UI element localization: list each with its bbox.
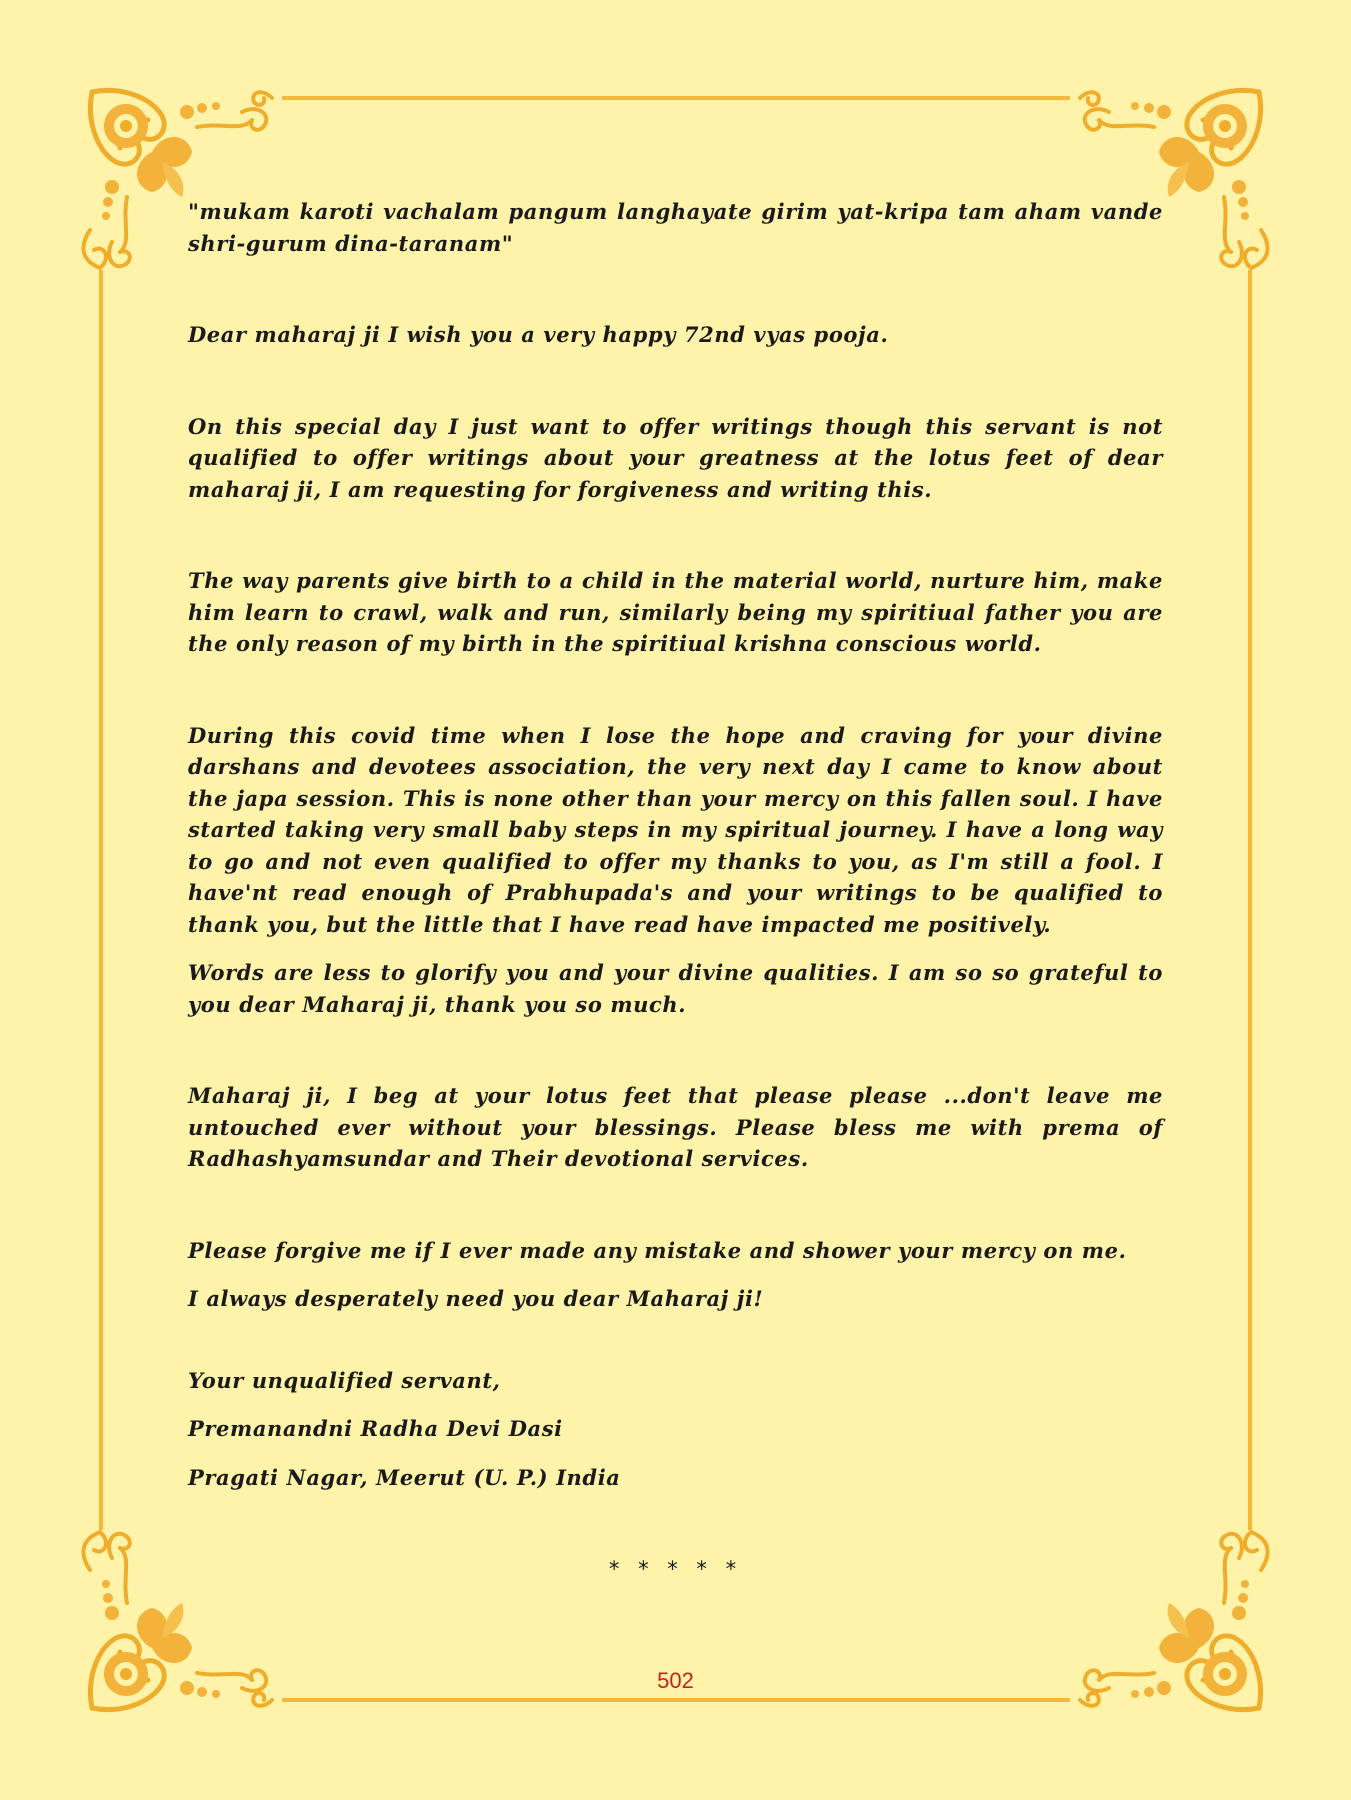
paragraph-offering: On this special day I just want to offer writings though this servant is not qualified to offer writings about your greatness at the lotus feet of dear maharaj ji, I am requesting for forgiveness and writing this. xyxy=(188,413,1163,502)
author-location: Pragati Nagar, Meerut (U. P.) India xyxy=(188,1464,621,1490)
paragraph-forgiveness: Please forgive me if I ever made any mistake and shower your mercy on me. xyxy=(188,1237,1127,1263)
paragraph-spiritual-father: The way parents give birth to a child in the material world, nurture him, make him learn to crawl, walk and run, similarly being my spiritiual father you are the only reason of my birth in the spiritiual krishna conscious world. xyxy=(188,568,1163,656)
letter-body xyxy=(188,196,1163,1493)
greeting: Dear maharaj ji I wish you a very happy 72nd vyas pooja. xyxy=(188,322,889,347)
verse: "mukam karoti vachalam pangum langhayate girim yat-kripa tam aham vande shri-gurum dina-taranam" xyxy=(188,199,1163,256)
paragraph-request: Maharaj ji, I beg at your lotus feet that please please ...don't leave me untouched ever without your blessings. Please bless me with prema of Radhashyamsundar and Their devotional services. xyxy=(188,1083,1163,1171)
section-separator: * * * * * xyxy=(608,1557,743,1581)
page-number: 502 xyxy=(657,1668,694,1693)
paragraph-covid-time: During this covid time when I lose the hope and craving for your divine darshans and devotees association, the very next day I came to know about the japa session. This is none other than your mercy on this fallen soul. I have started taking very small baby steps in my spiritual journey. I have a long way to go and not even qualified to offer my thanks to you, as I'm still a fool. I have'nt read enough of Prabhupada's and your writings to be qualified to thank you, but the little that I have read have impacted me positively. xyxy=(188,722,1163,937)
signature-block xyxy=(188,1365,1163,1494)
paragraph-gratitude: Words are less to glorify you and your divine qualities. I am so so grateful to you dear Maharaj ji, thank you so much. xyxy=(188,960,1163,1017)
author-name: Premanandni Radha Devi Dasi xyxy=(188,1416,563,1441)
paragraph-need: I always desperately need you dear Maharaj ji! xyxy=(188,1286,764,1311)
closing: Your unqualified servant, xyxy=(188,1367,501,1393)
